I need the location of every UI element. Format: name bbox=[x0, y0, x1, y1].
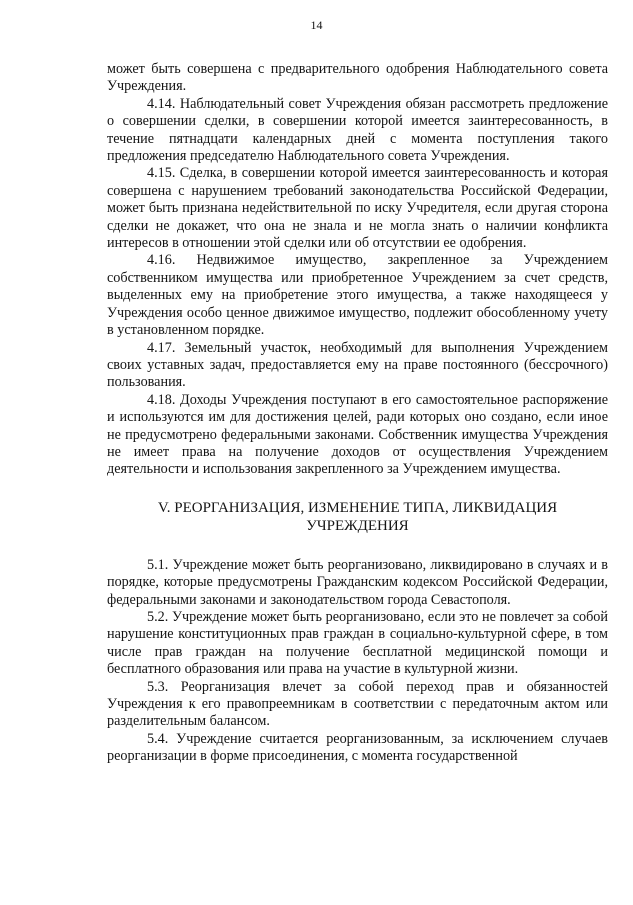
section-heading-line2: УЧРЕЖДЕНИЯ bbox=[306, 517, 409, 534]
document-body bbox=[107, 61, 608, 766]
paragraph-5-4: 5.4. Учреждение считается реорганизованным, за исключением случаев реорганизации в форме присоединения, с момента государственной bbox=[107, 730, 608, 765]
paragraph-4-14: 4.14. Наблюдательный совет Учреждения обязан рассмотреть предложение о совершении сделки, в совершении которой имеется заинтересованность, в течение пятнадцати календарных дней с момента поступления такого предложения председателю Наблюдательного совета Учреждения. bbox=[107, 95, 608, 165]
paragraph-4-18: 4.18. Доходы Учреждения поступают в его самостоятельное распоряжение и используются им для достижения целей, ради которых оно создано, если иное не предусмотрено федеральными законами. Собственник имущества Учреждения не имеет права на получение доходов от осуществления Учреждением деятельности и использования закрепленного за Учреждением имущества. bbox=[107, 391, 608, 478]
paragraph-5-1: 5.1. Учреждение может быть реорганизовано, ликвидировано в случаях и в порядке, которые предусмотрены Гражданским кодексом Российской Федерации, федеральными законами и законодательством города Севастополя. bbox=[107, 556, 608, 608]
paragraph-5-2: 5.2. Учреждение может быть реорганизовано, если это не повлечет за собой нарушение конституционных прав граждан в социально-культурной сфере, в том числе прав граждан на получение бесплатной медицинской помощи и бесплатного образования или права на участие в культурной жизни. bbox=[107, 608, 608, 678]
paragraph-4-15: 4.15. Сделка, в совершении которой имеется заинтересованность и которая совершена с нарушением требований законодательства Российской Федерации, может быть признана недействительной по иску Учредителя, если другая сторона сделки не докажет, что она не знала и не могла знать о наличии конфликта интересов в отношении этой сделки или об отсутствии ее одобрения. bbox=[107, 165, 608, 252]
paragraph-continuation: может быть совершена с предварительного одобрения Наблюдательного совета Учреждения. bbox=[107, 61, 608, 95]
section-heading bbox=[107, 499, 608, 535]
paragraph-5-3: 5.3. Реорганизация влечет за собой переход прав и обязанностей Учреждения к его правопреемникам в соответствии с передаточным актом или разделительным балансом. bbox=[107, 678, 608, 730]
page-number: 14 bbox=[310, 18, 323, 32]
section-heading-line1: V. РЕОРГАНИЗАЦИЯ, ИЗМЕНЕНИЕ ТИПА, ЛИКВИДАЦИЯ bbox=[157, 499, 558, 516]
paragraph-4-16: 4.16. Недвижимое имущество, закрепленное за Учреждением собственником имущества или приобретенное Учреждением за счет средств, выделенных ему на приобретение этого имущества, а также находящееся у Учреждения особо ценное движимое имущество, подлежит обособленному учету в установленном порядке. bbox=[107, 252, 608, 339]
paragraph-4-17: 4.17. Земельный участок, необходимый для выполнения Учреждением своих уставных задач, предоставляется ему на праве постоянного (бессрочного) пользования. bbox=[107, 339, 608, 391]
